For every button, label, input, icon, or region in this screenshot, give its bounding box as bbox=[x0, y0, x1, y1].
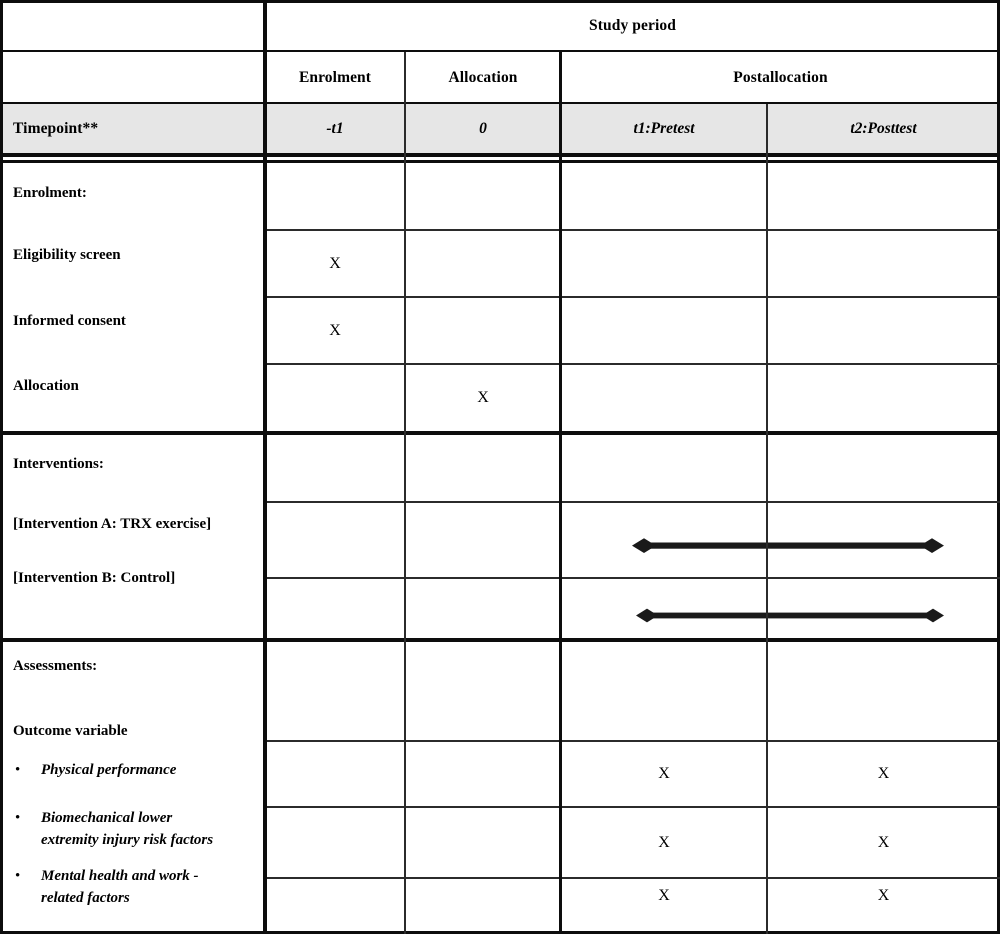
mark-eligibility-enrolment: X bbox=[329, 254, 341, 272]
rule-section-interventions-assessments bbox=[0, 638, 1000, 642]
cell-biomechanical-posttest bbox=[767, 807, 1000, 878]
rule-assessments-r1 bbox=[265, 740, 1000, 742]
cell-eligibility-pretest bbox=[561, 230, 767, 297]
intervention-a-duration-arrow bbox=[630, 534, 946, 558]
rule-enrolment-r1 bbox=[265, 229, 1000, 231]
rule-under-timepoint-upper bbox=[0, 153, 1000, 157]
interventions-section-heading: Interventions: bbox=[13, 456, 104, 472]
cell-consent-enrolment bbox=[265, 297, 405, 364]
header-allocation-label: Allocation bbox=[448, 69, 518, 86]
cell-intervention-b-enrolment bbox=[265, 578, 405, 638]
cell-assessments-heading-c4 bbox=[767, 643, 1000, 741]
cell-allocation-allocation bbox=[405, 364, 561, 431]
intervention-b-duration-arrow bbox=[634, 605, 946, 627]
header-enrolment bbox=[265, 52, 405, 104]
bullet-icon: • bbox=[15, 867, 21, 884]
cell-allocation-pretest bbox=[561, 364, 767, 431]
header-row2-blank bbox=[0, 52, 265, 104]
rule-col-1-2 bbox=[263, 0, 267, 934]
rule-assessments-r2 bbox=[265, 806, 1000, 808]
header-enrolment-label: Enrolment bbox=[298, 69, 372, 86]
row-label-intervention-b: [Intervention B: Control] bbox=[13, 570, 176, 587]
cell-physical-enrolment bbox=[265, 741, 405, 807]
timepoint-label: Timepoint** bbox=[13, 119, 99, 137]
study-period-label: Study period bbox=[589, 17, 676, 34]
border-left bbox=[0, 0, 3, 934]
rule-enrolment-r3 bbox=[265, 363, 1000, 365]
rule-interventions-r2 bbox=[265, 577, 1000, 579]
cell-physical-allocation bbox=[405, 741, 561, 807]
assessment-item-mental-health bbox=[13, 852, 265, 909]
interventions-section-labels bbox=[0, 436, 265, 638]
cell-biomechanical-pretest bbox=[561, 807, 767, 878]
header-allocation bbox=[405, 52, 561, 104]
rule-under-study-period bbox=[0, 50, 1000, 52]
cell-consent-pretest bbox=[561, 297, 767, 364]
enrolment-section-heading: Enrolment: bbox=[13, 185, 87, 201]
cell-eligibility-enrolment bbox=[265, 230, 405, 297]
header-corner-blank bbox=[0, 0, 265, 52]
cell-biomechanical-allocation bbox=[405, 807, 561, 878]
assessments-section-heading: Assessments: bbox=[13, 658, 98, 674]
cell-intervention-a-allocation bbox=[405, 502, 561, 578]
cell-assessments-heading-c2 bbox=[405, 643, 561, 741]
border-top bbox=[0, 0, 1000, 3]
cell-eligibility-posttest bbox=[767, 230, 1000, 297]
rule-under-timepoint-lower bbox=[0, 160, 1000, 163]
cell-enrolment-heading-c1 bbox=[265, 163, 405, 230]
cell-interventions-heading-c2 bbox=[405, 436, 561, 502]
header-postallocation-label: Postallocation bbox=[733, 69, 828, 86]
cell-assessments-heading-c1 bbox=[265, 643, 405, 741]
cell-interventions-heading-c1 bbox=[265, 436, 405, 502]
timepoint-value-0: -t1 bbox=[326, 119, 344, 137]
timepoint-cell-posttest bbox=[767, 104, 1000, 153]
cell-assessments-heading-c3 bbox=[561, 643, 767, 741]
assessment-label-physical-performance: Physical performance bbox=[41, 762, 177, 778]
cell-mental-allocation bbox=[405, 878, 561, 934]
bullet-icon: • bbox=[15, 762, 21, 778]
rule-enrolment-r2 bbox=[265, 296, 1000, 298]
rule-col-2-3 bbox=[404, 52, 406, 934]
cell-physical-posttest bbox=[767, 741, 1000, 807]
cell-eligibility-allocation bbox=[405, 230, 561, 297]
row-label-intervention-a: [Intervention A: TRX exercise] bbox=[13, 515, 212, 532]
mark-mental-pretest: X bbox=[658, 887, 670, 904]
rule-col-4-5 bbox=[766, 104, 768, 934]
row-label-eligibility-screen: Eligibility screen bbox=[13, 246, 121, 263]
timepoint-cell-allocation bbox=[405, 104, 561, 153]
rule-interventions-r1 bbox=[265, 501, 1000, 503]
rule-section-enrolment-interventions bbox=[0, 431, 1000, 435]
cell-biomechanical-enrolment bbox=[265, 807, 405, 878]
cell-allocation-enrolment bbox=[265, 364, 405, 431]
mark-biomechanical-pretest: X bbox=[658, 833, 670, 851]
mark-physical-posttest: X bbox=[877, 765, 890, 782]
cell-allocation-posttest bbox=[767, 364, 1000, 431]
assessments-subheading: Outcome variable bbox=[13, 723, 128, 739]
mark-allocation-allocation: X bbox=[477, 388, 489, 406]
cell-consent-posttest bbox=[767, 297, 1000, 364]
cell-physical-pretest bbox=[561, 741, 767, 807]
rule-col-3-4 bbox=[559, 52, 562, 934]
cell-interventions-heading-c3 bbox=[561, 436, 767, 502]
cell-mental-enrolment bbox=[265, 878, 405, 934]
timepoint-label-cell bbox=[0, 104, 265, 153]
study-period-header bbox=[265, 0, 1000, 52]
timepoint-value-2: t1:Pretest bbox=[633, 119, 695, 137]
cell-intervention-b-allocation bbox=[405, 578, 561, 638]
cell-interventions-heading-c4 bbox=[767, 436, 1000, 502]
bullet-icon: • bbox=[15, 810, 21, 827]
rule-assessments-r3 bbox=[265, 877, 1000, 879]
cell-enrolment-heading-c3 bbox=[561, 163, 767, 230]
row-label-informed-consent: Informed consent bbox=[13, 312, 126, 329]
cell-mental-posttest bbox=[767, 878, 1000, 934]
mark-consent-enrolment: X bbox=[329, 321, 341, 339]
timepoint-value-3: t2:Posttest bbox=[850, 119, 917, 137]
mark-mental-posttest: X bbox=[877, 887, 890, 904]
timepoint-value-1: 0 bbox=[479, 119, 487, 137]
mark-physical-pretest: X bbox=[658, 765, 670, 782]
assessment-label-mental-health: Mental health and work -related factors bbox=[41, 867, 199, 906]
rule-under-period-headers bbox=[0, 102, 1000, 104]
timepoint-cell-enrolment bbox=[265, 104, 405, 153]
cell-enrolment-heading-c2 bbox=[405, 163, 561, 230]
cell-mental-pretest bbox=[561, 878, 767, 934]
assessment-item-physical-performance bbox=[13, 740, 265, 781]
timepoint-cell-pretest bbox=[561, 104, 767, 153]
assessment-item-biomechanical bbox=[13, 781, 265, 851]
cell-consent-allocation bbox=[405, 297, 561, 364]
cell-enrolment-heading-c4 bbox=[767, 163, 1000, 230]
header-postallocation bbox=[561, 52, 1000, 104]
assessment-label-biomechanical: Biomechanical lower extremity injury risk factors bbox=[41, 810, 214, 849]
enrolment-section-labels bbox=[0, 163, 265, 431]
assessments-section-labels bbox=[0, 643, 265, 934]
mark-biomechanical-posttest: X bbox=[877, 833, 890, 851]
row-label-allocation: Allocation bbox=[13, 378, 79, 395]
cell-intervention-a-enrolment bbox=[265, 502, 405, 578]
